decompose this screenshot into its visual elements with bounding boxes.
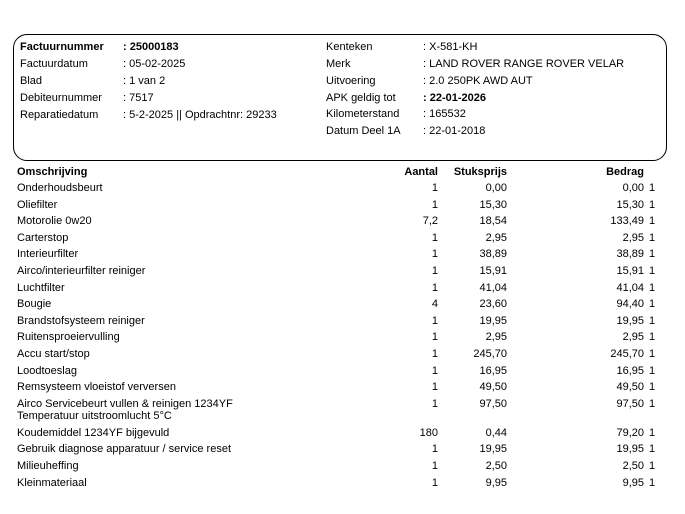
table-row bbox=[0, 248, 685, 264]
table-row bbox=[0, 443, 685, 459]
table-row bbox=[0, 315, 685, 331]
line-code: 1 bbox=[649, 426, 656, 439]
line-amount: 2,95 bbox=[622, 331, 644, 344]
header-label: Debiteurnummer bbox=[20, 92, 102, 104]
line-description: Loodtoeslag bbox=[17, 364, 77, 377]
line-code: 1 bbox=[649, 476, 656, 489]
line-amount: 38,89 bbox=[616, 248, 644, 261]
line-amount: 49,50 bbox=[616, 381, 644, 394]
line-code: 1 bbox=[649, 314, 656, 327]
line-description: Bougie bbox=[17, 298, 52, 311]
line-unit-price: 2,95 bbox=[485, 331, 507, 344]
table-row bbox=[0, 477, 685, 493]
line-quantity: 7,2 bbox=[422, 215, 438, 228]
line-description: Oliefilter bbox=[17, 198, 58, 211]
line-unit-price: 97,50 bbox=[479, 397, 507, 410]
line-code: 1 bbox=[649, 460, 656, 472]
line-unit-price: 15,30 bbox=[479, 198, 507, 211]
line-amount: 133,49 bbox=[610, 215, 644, 228]
header-value: : 1 van 2 bbox=[123, 75, 166, 87]
line-unit-price: 9,95 bbox=[485, 476, 507, 489]
header-label: Datum Deel 1A bbox=[326, 125, 401, 137]
line-code: 1 bbox=[649, 231, 656, 244]
header-value: : 22-01-2018 bbox=[423, 125, 486, 137]
line-description: Carterstop bbox=[17, 231, 69, 244]
header-label: Merk bbox=[326, 58, 351, 70]
line-quantity: 1 bbox=[431, 460, 438, 472]
line-unit-price: 38,89 bbox=[479, 248, 507, 261]
table-row bbox=[0, 298, 685, 314]
line-description: Airco Servicebeurt vullen & reinigen 1234YF bbox=[17, 397, 233, 410]
header-label: APK geldig tot bbox=[326, 92, 396, 104]
table-row bbox=[0, 215, 685, 231]
line-unit-price: 0,00 bbox=[485, 182, 507, 194]
line-description: Brandstofsysteem reiniger bbox=[17, 314, 145, 327]
line-description: Motorolie 0w20 bbox=[17, 215, 92, 228]
line-unit-price: 41,04 bbox=[479, 281, 507, 294]
table-row bbox=[0, 199, 685, 215]
header-label: Kenteken bbox=[326, 41, 373, 53]
line-description: Onderhoudsbeurt bbox=[17, 182, 103, 194]
line-unit-price: 49,50 bbox=[479, 381, 507, 394]
line-unit-price: 16,95 bbox=[479, 364, 507, 377]
header-value: : 7517 bbox=[123, 92, 154, 104]
header-label: Factuurnummer bbox=[20, 41, 104, 53]
line-quantity: 1 bbox=[431, 397, 438, 410]
line-quantity: 1 bbox=[431, 443, 438, 456]
line-description: Airco/interieurfilter reiniger bbox=[17, 265, 146, 277]
header-value: : LAND ROVER RANGE ROVER VELAR bbox=[423, 58, 625, 70]
line-description: Koudemiddel 1234YF bijgevuld bbox=[17, 426, 170, 439]
line-unit-price: 15,91 bbox=[479, 265, 507, 277]
line-unit-price: 245,70 bbox=[473, 348, 507, 360]
table-row bbox=[0, 348, 685, 364]
line-unit-price: 23,60 bbox=[479, 298, 507, 311]
line-amount: 16,95 bbox=[616, 364, 644, 377]
line-description: Kleinmateriaal bbox=[17, 476, 87, 489]
line-code: 1 bbox=[649, 381, 656, 394]
header-value: : 165532 bbox=[423, 108, 466, 120]
line-code: 1 bbox=[649, 331, 656, 344]
line-code: 1 bbox=[649, 248, 656, 261]
line-description: Interieurfilter bbox=[17, 248, 79, 261]
line-quantity: 1 bbox=[431, 381, 438, 394]
header-value: : X-581-KH bbox=[423, 41, 478, 53]
line-quantity: 1 bbox=[431, 182, 438, 194]
line-description: Accu start/stop bbox=[17, 348, 90, 360]
header-value: : 2.0 250PK AWD AUT bbox=[423, 75, 533, 87]
header-value: : 25000183 bbox=[123, 41, 179, 53]
header-label: Kilometerstand bbox=[326, 108, 400, 120]
line-amount: 79,20 bbox=[616, 426, 644, 439]
table-row bbox=[0, 232, 685, 248]
line-quantity: 1 bbox=[431, 231, 438, 244]
table-row bbox=[0, 265, 685, 281]
column-header-unit-price: Stuksprijs bbox=[453, 166, 507, 178]
table-row bbox=[0, 282, 685, 298]
line-description: Remsysteem vloeistof verversen bbox=[17, 381, 176, 394]
line-quantity: 1 bbox=[431, 248, 438, 261]
line-amount: 15,91 bbox=[616, 265, 644, 277]
line-amount: 15,30 bbox=[616, 198, 644, 211]
line-quantity: 1 bbox=[431, 348, 438, 360]
line-unit-price: 2,95 bbox=[485, 231, 507, 244]
line-unit-price: 2,50 bbox=[485, 460, 507, 472]
line-quantity: 4 bbox=[431, 298, 438, 311]
line-amount: 2,50 bbox=[622, 460, 644, 472]
line-quantity: 1 bbox=[431, 281, 438, 294]
line-description: Gebruik diagnose apparatuur / service reset bbox=[17, 443, 232, 456]
line-quantity: 1 bbox=[431, 364, 438, 377]
column-header-amount: Bedrag bbox=[606, 166, 644, 178]
line-code: 1 bbox=[649, 348, 656, 360]
header-label: Factuurdatum bbox=[20, 58, 88, 70]
column-header-quantity: Aantal bbox=[404, 166, 438, 178]
line-description: Milieuheffing bbox=[17, 460, 79, 472]
line-unit-price: 19,95 bbox=[479, 314, 507, 327]
table-row bbox=[0, 182, 685, 198]
table-row bbox=[0, 365, 685, 381]
line-amount: 2,95 bbox=[622, 231, 644, 244]
column-header-description: Omschrijving bbox=[17, 166, 88, 178]
table-row bbox=[0, 331, 685, 347]
line-amount: 19,95 bbox=[616, 443, 644, 456]
header-label: Reparatiedatum bbox=[20, 109, 99, 121]
header-value: : 5-2-2025 || Opdrachtnr: 29233 bbox=[123, 109, 277, 121]
line-description: Ruitensproeiervulling bbox=[17, 331, 120, 344]
line-code: 1 bbox=[649, 182, 656, 194]
header-value: : 05-02-2025 bbox=[123, 58, 186, 70]
line-unit-price: 18,54 bbox=[479, 215, 507, 228]
table-row bbox=[0, 381, 685, 397]
line-amount: 41,04 bbox=[616, 281, 644, 294]
line-amount: 19,95 bbox=[616, 314, 644, 327]
line-amount: 245,70 bbox=[610, 348, 644, 360]
line-quantity: 1 bbox=[431, 198, 438, 211]
line-quantity: 1 bbox=[431, 265, 438, 277]
header-label: Uitvoering bbox=[326, 75, 376, 87]
table-row bbox=[0, 427, 685, 443]
line-code: 1 bbox=[649, 215, 656, 228]
line-amount: 0,00 bbox=[622, 182, 644, 194]
table-row bbox=[0, 397, 685, 422]
line-quantity: 1 bbox=[431, 331, 438, 344]
line-code: 1 bbox=[649, 298, 656, 311]
line-unit-price: 0,44 bbox=[485, 426, 507, 439]
line-unit-price: 19,95 bbox=[479, 443, 507, 456]
header-value: : 22-01-2026 bbox=[423, 92, 486, 104]
line-code: 1 bbox=[649, 198, 656, 211]
line-amount: 97,50 bbox=[616, 397, 644, 410]
line-subline: Temperatuur uitstroomlucht 5°C bbox=[17, 409, 172, 422]
table-row bbox=[0, 460, 685, 476]
line-amount: 94,40 bbox=[616, 298, 644, 311]
line-code: 1 bbox=[649, 265, 656, 277]
line-description: Luchtfilter bbox=[17, 281, 65, 294]
line-quantity: 1 bbox=[431, 314, 438, 327]
line-quantity: 180 bbox=[419, 426, 438, 439]
line-amount: 9,95 bbox=[622, 476, 644, 489]
header-label: Blad bbox=[20, 75, 43, 87]
line-code: 1 bbox=[649, 364, 656, 377]
line-code: 1 bbox=[649, 443, 656, 456]
line-quantity: 1 bbox=[431, 476, 438, 489]
line-code: 1 bbox=[649, 281, 656, 294]
line-code: 1 bbox=[649, 397, 656, 410]
